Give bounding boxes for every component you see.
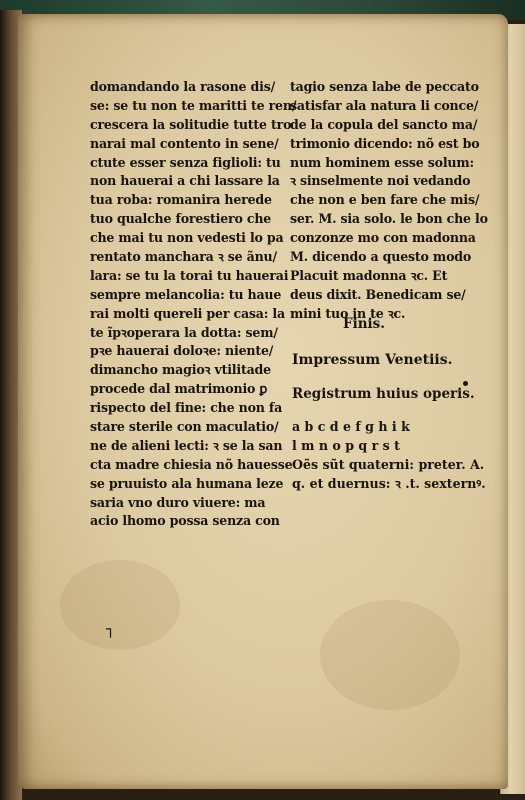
text-line: saria vno duro viuere: ma [90,494,266,510]
text-line: crescera la solitudie tutte tro [90,116,292,132]
text-line: tagio senza labe de peccato [290,79,479,94]
registrum-heading: Registrum huius operis. [292,386,475,402]
text-column-left [90,78,297,531]
text-line: che mai tu non vedesti lo pa [90,230,284,246]
text-line: cta madre chiesia nõ hauesse [90,456,293,472]
registrum-line: Oẽs sũt quaterni: preter. A. [292,456,485,472]
text-line: rentato manchara ꝛ se ãnu/ [90,249,277,265]
text-line: sempre melancolia: tu haue [90,286,282,302]
text-line: tua roba: romanira herede [90,192,272,208]
paper-stain [60,560,180,650]
text-line: domandando la rasone dis/ [90,79,276,94]
text-line: acio lhomo possa senza con [90,513,280,529]
colophon-impressum: Impressum Venetiis. [292,352,453,368]
registrum-line: l m n o p q r s t [292,437,400,453]
text-line: ser. M. sia solo. le bon che lo [290,211,488,227]
text-line: che non e ben fare che mis/ [290,192,480,208]
text-line: lara: se tu la torai tu hauerai [90,267,289,283]
text-line: narai mal contento in sene/ [90,135,279,151]
text-line: tuo qualche forestiero che [90,211,272,227]
text-line: Placuit madonna ꝛc. Et [290,267,448,283]
text-line: non hauerai a chi lassare la [90,173,280,189]
text-line: ne de alieni lecti: ꝛ se la san [90,437,283,453]
text-line: conzonze mo con madonna [290,230,476,246]
text-line: satisfar ala natura li conce/ [290,97,479,113]
text-line: ctute esser senza figlioli: tu [90,154,281,170]
margin-mark: ┐ [106,620,116,638]
registrum-line: q. et duernus: ꝛ .t. sexternꝰ. [292,475,486,491]
text-line: deus dixit. Benedicam se/ [290,286,466,302]
text-line: num hominem esse solum: [290,154,474,170]
paper-stain [320,600,460,710]
text-column-right [290,78,490,324]
registrum-list [292,418,492,494]
text-line: ꝛ sinselmente noi vedando [290,173,471,189]
text-line: se: se tu non te maritti te ren/ [90,97,297,113]
text-line: pꝛe hauerai doloꝛe: niente/ [90,343,274,359]
text-line: dimancho magioꝛ vtilitade [90,362,271,378]
colophon-finis: Finis. [343,316,385,332]
text-line: mini tuo in te ꝛc. [290,305,406,321]
text-line: te ĩpꝛoperara la dotta: sem/ [90,324,278,340]
text-line: rai molti quereli per casa: la [90,305,285,321]
text-line: stare sterile con maculatio/ [90,419,279,435]
text-line: rispecto del fine: che non fa [90,400,283,416]
registrum-line: a b c d e f g h i k [292,419,410,434]
text-line: de la copula del sancto ma/ [290,116,478,132]
text-line: trimonio dicendo: nõ est bo [290,135,480,151]
text-line: M. dicendo a questo modo [290,249,472,265]
text-line: procede dal matrimonio ꝑ [90,381,268,397]
text-line: se pruuisto ala humana leze [90,475,284,491]
